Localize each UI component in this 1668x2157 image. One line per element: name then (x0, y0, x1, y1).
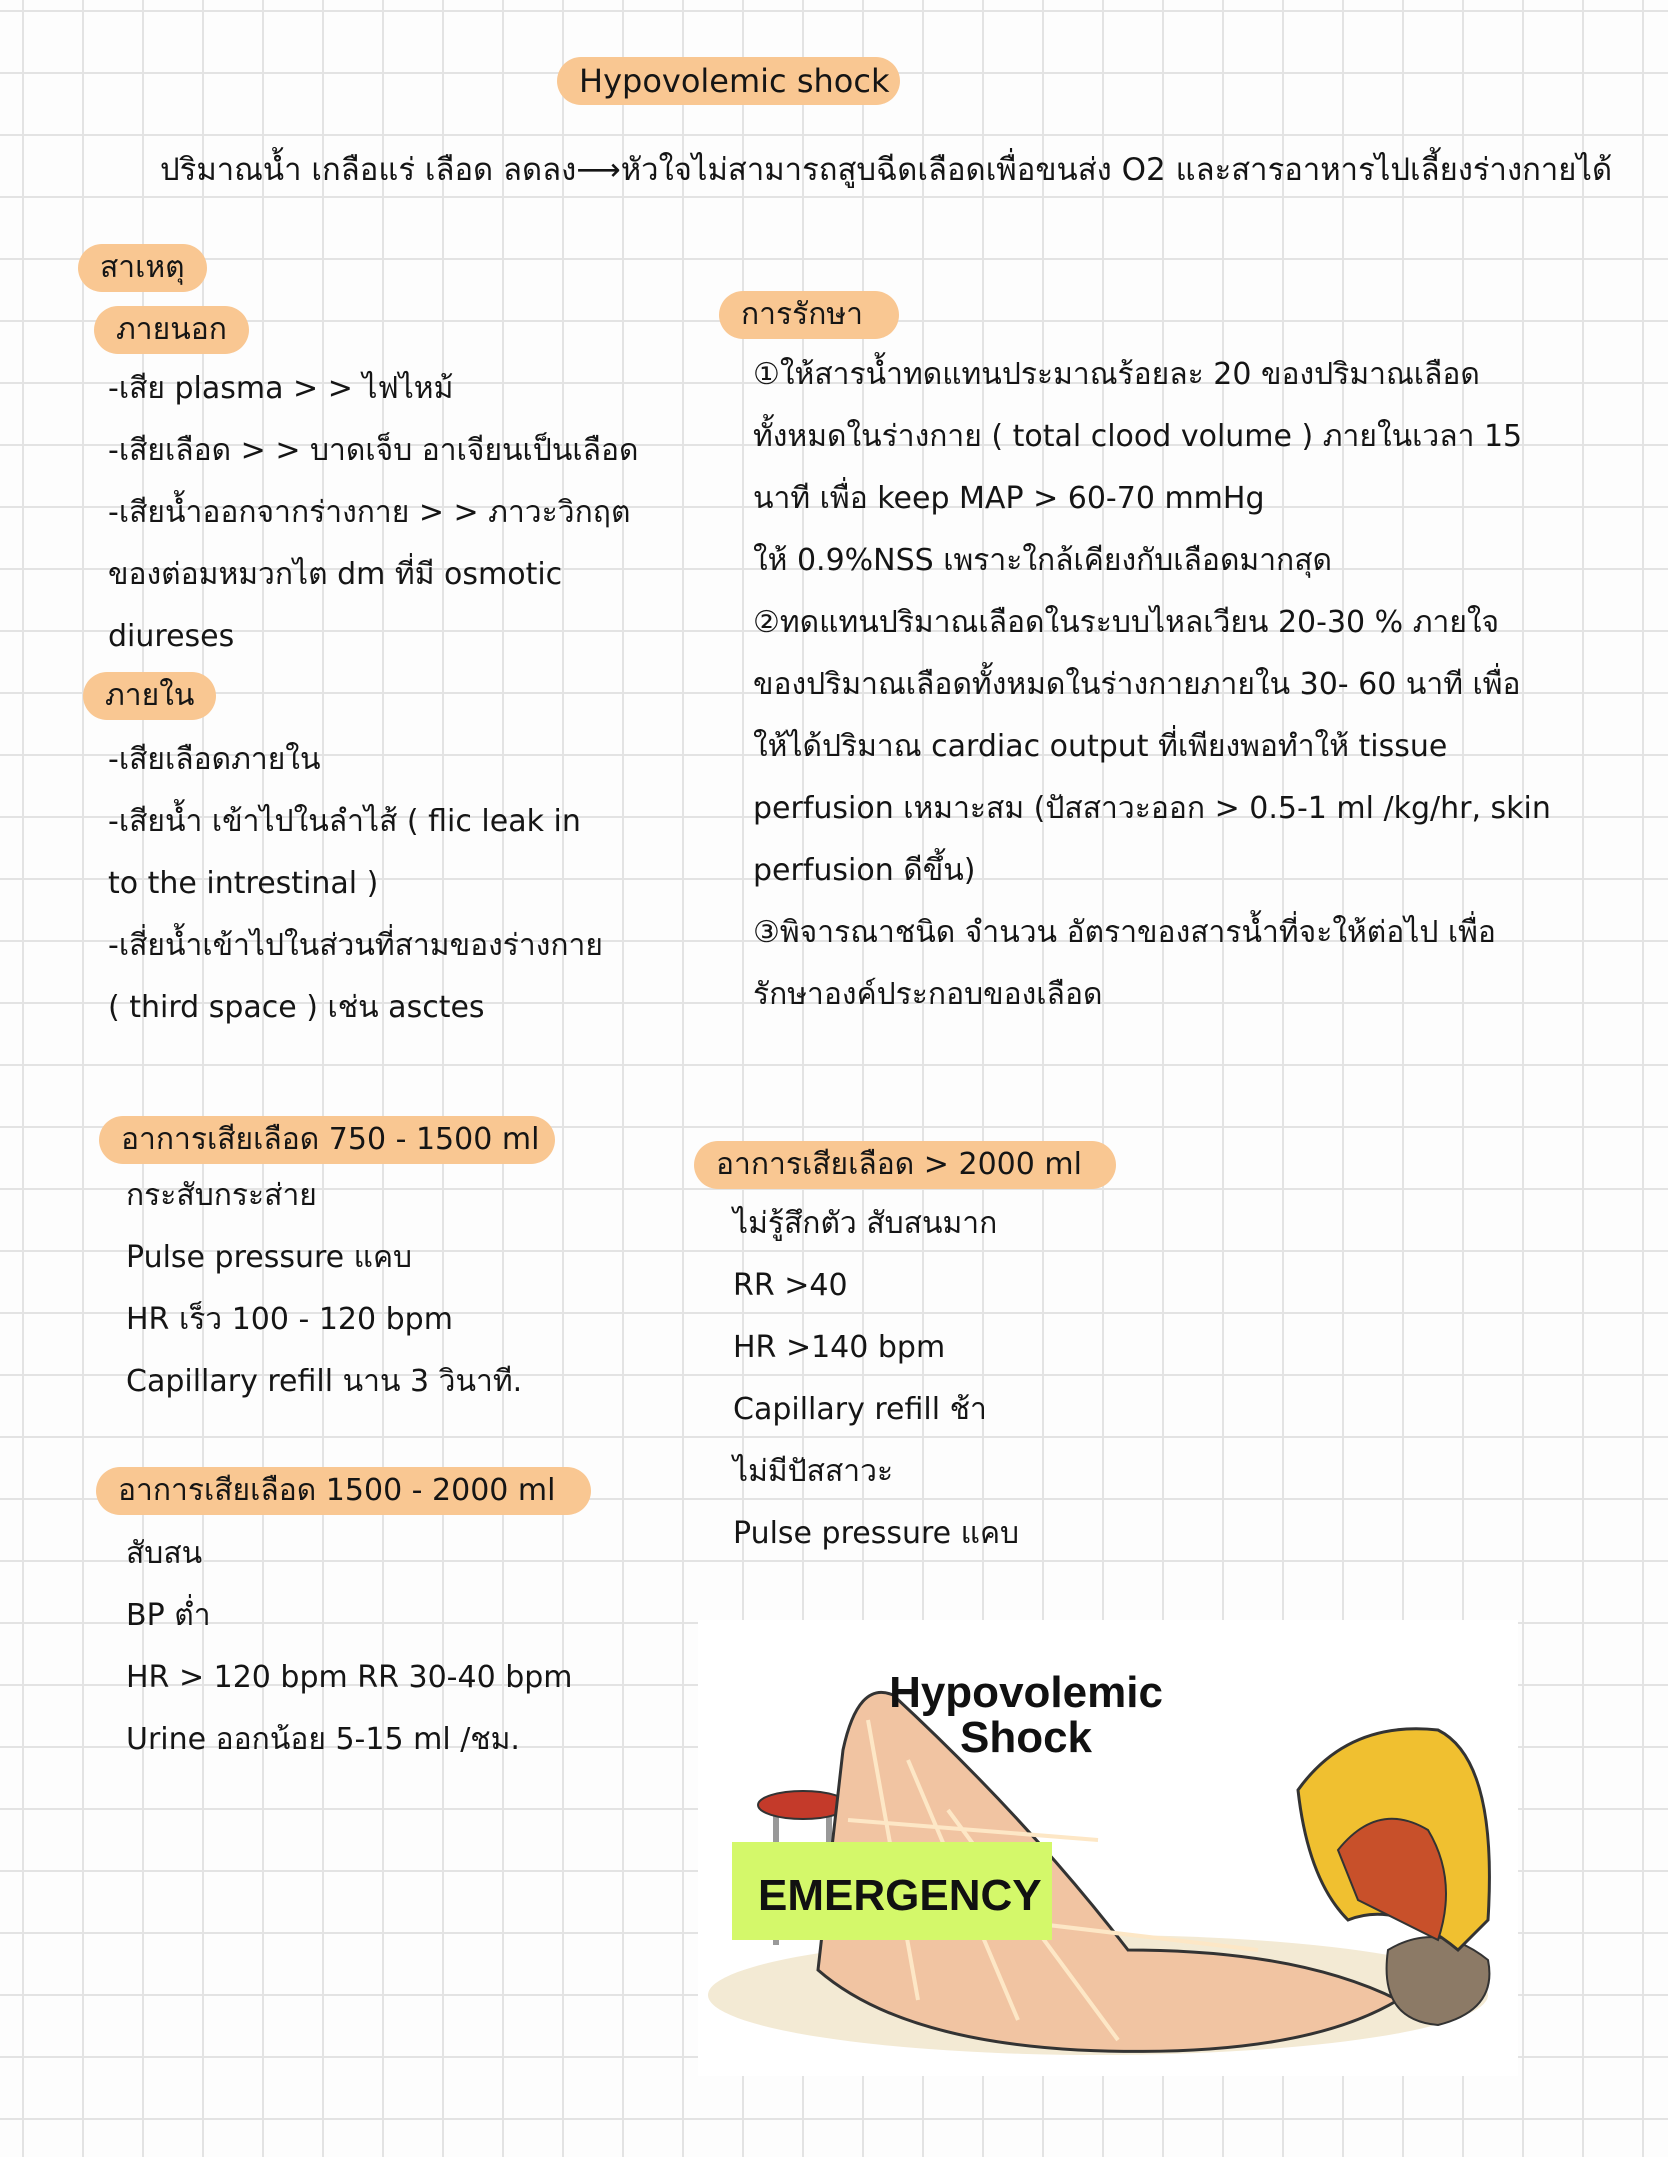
list-line: HR >140 bpm (733, 1330, 946, 1365)
internal-causes-heading: ภายใน (83, 672, 216, 720)
external-cause-line: -เสีย plasma > > ไฟไหม้ (108, 371, 454, 406)
internal-cause-line: -เสียน้ำ เข้าไปในลำไส้ ( flic leak in (108, 804, 581, 839)
list-line: ทั้งหมดในร่างกาย ( total clood volume ) ภายในเวลา 15 (753, 419, 1523, 454)
list-line: ให้ได้ปริมาณ cardiac output ที่เพียงพอทำให้ tissue (753, 729, 1448, 764)
internal-cause-line: -เสี่ยน้ำเข้าไปในส่วนที่สามของร่างกาย (108, 928, 603, 963)
list-line: ของปริมาณเลือดทั้งหมดในร่างกายภายใน 30- 60 นาที เพื่อ (753, 667, 1521, 702)
causes-heading: สาเหตุ (78, 244, 207, 292)
list-line: Pulse pressure แคบ (126, 1240, 413, 1275)
loss-750-1500-heading: อาการเสียเลือด 750 - 1500 ml (99, 1116, 555, 1164)
treatment-heading: การรักษา (719, 291, 899, 339)
list-line: ไม่รู้สึกตัว สับสนมาก (733, 1206, 998, 1241)
external-cause-line: -เสียเลือด > > บาดเจ็บ อาเจียนเป็นเลือด (108, 433, 639, 468)
list-line: RR >40 (733, 1268, 848, 1303)
list-line: ①ให้สารน้ำทดแทนประมาณร้อยละ 20 ของปริมาณเลือด (753, 357, 1480, 392)
external-cause-line: ของต่อมหมวกไต dm ที่มี osmotic (108, 557, 563, 592)
list-line: ไม่มีปัสสาวะ (733, 1454, 894, 1489)
external-causes-heading: ภายนอก (94, 306, 249, 354)
list-line: Pulse pressure แคบ (733, 1516, 1020, 1551)
list-line: perfusion เหมาะสม (ปัสสาวะออก > 0.5-1 ml /kg/hr, skin (753, 791, 1551, 826)
external-cause-line: diureses (108, 619, 235, 654)
illustration-title: Hypovolemic (889, 1668, 1163, 1717)
list-line: สับสน (126, 1536, 203, 1571)
list-line: Capillary refill นาน 3 วินาที. (126, 1364, 523, 1399)
list-line: รักษาองค์ประกอบของเลือด (753, 977, 1103, 1012)
list-line: ③พิจารณาชนิด จำนวน อัตราของสารน้ำที่จะให้ต่อไป เพื่อ (753, 915, 1496, 950)
list-line: Urine ออกน้อย 5-15 ml /ชม. (126, 1722, 520, 1757)
loss-over-2000-heading: อาการเสียเลือด > 2000 ml (694, 1141, 1116, 1189)
patient-head (1387, 1937, 1490, 2025)
loss-1500-2000-heading: อาการเสียเลือด 1500 - 2000 ml (96, 1467, 591, 1515)
list-line: Capillary refill ช้า (733, 1392, 987, 1427)
definition-text: ปริมาณน้ำ เกลือแร่ เลือด ลดลง⟶หัวใจไม่สามารถสูบฉีดเลือดเพื่อขนส่ง O2 และสารอาหารไปเลี้ยงร่างกายได้ (160, 152, 1613, 188)
page-title: Hypovolemic shock (557, 57, 900, 105)
emergency-banner-text: EMERGENCY (758, 1871, 1042, 1920)
internal-cause-line: to the intrestinal ) (108, 866, 379, 901)
list-line: HR > 120 bpm RR 30-40 bpm (126, 1660, 573, 1695)
list-line: perfusion ดีขึ้น) (753, 853, 976, 888)
list-line: นาที เพื่อ keep MAP > 60-70 mmHg (753, 481, 1265, 516)
hypovolemic-shock-illustration (698, 1620, 1518, 2076)
list-line: กระสับกระส่าย (126, 1178, 317, 1213)
list-line: ให้ 0.9%NSS เพราะใกล้เคียงกับเลือดมากสุด (753, 543, 1333, 578)
list-line: HR เร็ว 100 - 120 bpm (126, 1302, 453, 1337)
illustration-title: Shock (959, 1713, 1093, 1762)
list-line: BP ต่ำ (126, 1598, 211, 1633)
list-line: ②ทดแทนปริมาณเลือดในระบบไหลเวียน 20-30 % ภายใจ (753, 605, 1500, 640)
internal-cause-line: -เสียเลือดภายใน (108, 742, 321, 777)
external-cause-line: -เสียน้ำออกจากร่างกาย > > ภาวะวิกฤต (108, 495, 631, 530)
internal-cause-line: ( third space ) เช่น asctes (108, 990, 485, 1025)
